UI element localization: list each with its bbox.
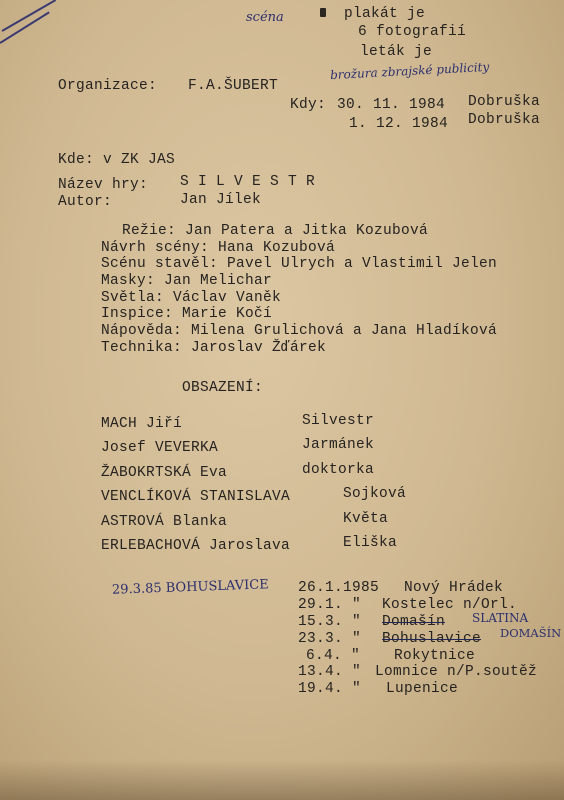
- cast-role: Květa: [343, 511, 389, 527]
- nazev-value: S I L V E S T R: [180, 174, 316, 190]
- performance-date: 19.4. ": [298, 681, 362, 697]
- kdy-place-2: Dobruška: [468, 112, 541, 128]
- crew-line: Scénu stavěl: Pavel Ulrych a Vlastimil Jelen: [101, 256, 498, 272]
- letak-line: leták je: [360, 44, 433, 60]
- cast-actor: VENCLÍKOVÁ STANISLAVA: [101, 489, 291, 505]
- cast-actor: Josef VEVERKA: [101, 440, 219, 456]
- performance-place-struck: [382, 631, 481, 647]
- performance-place: Rokytnice: [394, 648, 476, 664]
- kdy-place-1: Dobruška: [468, 94, 541, 110]
- kdy-date-1: 30. 11. 1984: [337, 97, 446, 113]
- handwritten-slatina: SLATINA: [472, 611, 529, 625]
- checkmark-icon: [320, 8, 326, 17]
- crew-line: Masky: Jan Melichar: [101, 273, 273, 289]
- crew-line: Nápověda: Milena Grulichová a Jana Hladíková: [101, 323, 498, 339]
- struck-place: Domašín: [382, 614, 446, 630]
- performance-place: Kostelec n/Orl.: [382, 597, 518, 613]
- cast-actor: MACH Jiří: [101, 416, 183, 432]
- cast-actor: ERLEBACHOVÁ Jaroslava: [101, 538, 291, 554]
- plakat-line: plakát je: [344, 6, 426, 22]
- crew-line: Světla: Václav Vaněk: [101, 290, 282, 306]
- pen-stroke: [2, 0, 57, 32]
- crew-line: Návrh scény: Hana Kozubová: [101, 240, 336, 256]
- performance-date: 15.3. ": [298, 614, 362, 630]
- cast-role: Eliška: [343, 535, 398, 551]
- kdy-label: Kdy:: [290, 97, 327, 113]
- performance-date: 13.4. ": [298, 664, 362, 680]
- cast-title: OBSAZENÍ:: [182, 380, 264, 396]
- cast-role: Jarmánek: [302, 437, 375, 453]
- cast-actor: ASTROVÁ Blanka: [101, 514, 228, 530]
- organizace-value: F.A.ŠUBERT: [188, 78, 279, 94]
- handwritten-brozura: brožura zbrajské publicity: [329, 59, 490, 83]
- page-shadow: [0, 760, 564, 800]
- performance-date: 29.1. ": [298, 597, 362, 613]
- performance-date: 26.1.1985: [298, 580, 380, 596]
- crew-line: Režie: Jan Patera a Jitka Kozubová: [122, 223, 429, 239]
- cast-role: doktorka: [302, 462, 375, 478]
- kde-line: Kde: v ZK JAS: [58, 152, 176, 168]
- cast-role: Sojková: [343, 486, 407, 502]
- performance-place-struck: [382, 614, 445, 630]
- struck-place: Bohuslavice: [382, 631, 482, 647]
- performance-place: Lupenice: [386, 681, 459, 697]
- performance-place: Lomnice n/P.soutěž: [375, 664, 538, 680]
- cast-role: Silvestr: [302, 413, 375, 429]
- handwritten-domasin: DOMAŠÍN: [500, 626, 562, 640]
- crew-line: Inspice: Marie Kočí: [101, 306, 273, 322]
- cast-actor: ŽABOKRTSKÁ Eva: [101, 465, 228, 481]
- performance-date: 6.4. ": [306, 648, 361, 664]
- kdy-date-2: 1. 12. 1984: [349, 116, 449, 132]
- performance-place: Nový Hrádek: [404, 580, 504, 596]
- handwritten-bohuslavice: 29.3.85 BOHUSLAVICE: [111, 577, 269, 598]
- nazev-label: Název hry:: [58, 177, 149, 193]
- crew-line: Technika: Jaroslav Žďárek: [101, 340, 327, 356]
- autor-label: Autor:: [58, 194, 113, 210]
- autor-value: Jan Jílek: [180, 192, 262, 208]
- performance-date: 23.3. ": [298, 631, 362, 647]
- organizace-label: Organizace:: [58, 78, 158, 94]
- handwritten-scena: scéna: [246, 10, 284, 25]
- fotografii-line: 6 fotografií: [358, 24, 467, 40]
